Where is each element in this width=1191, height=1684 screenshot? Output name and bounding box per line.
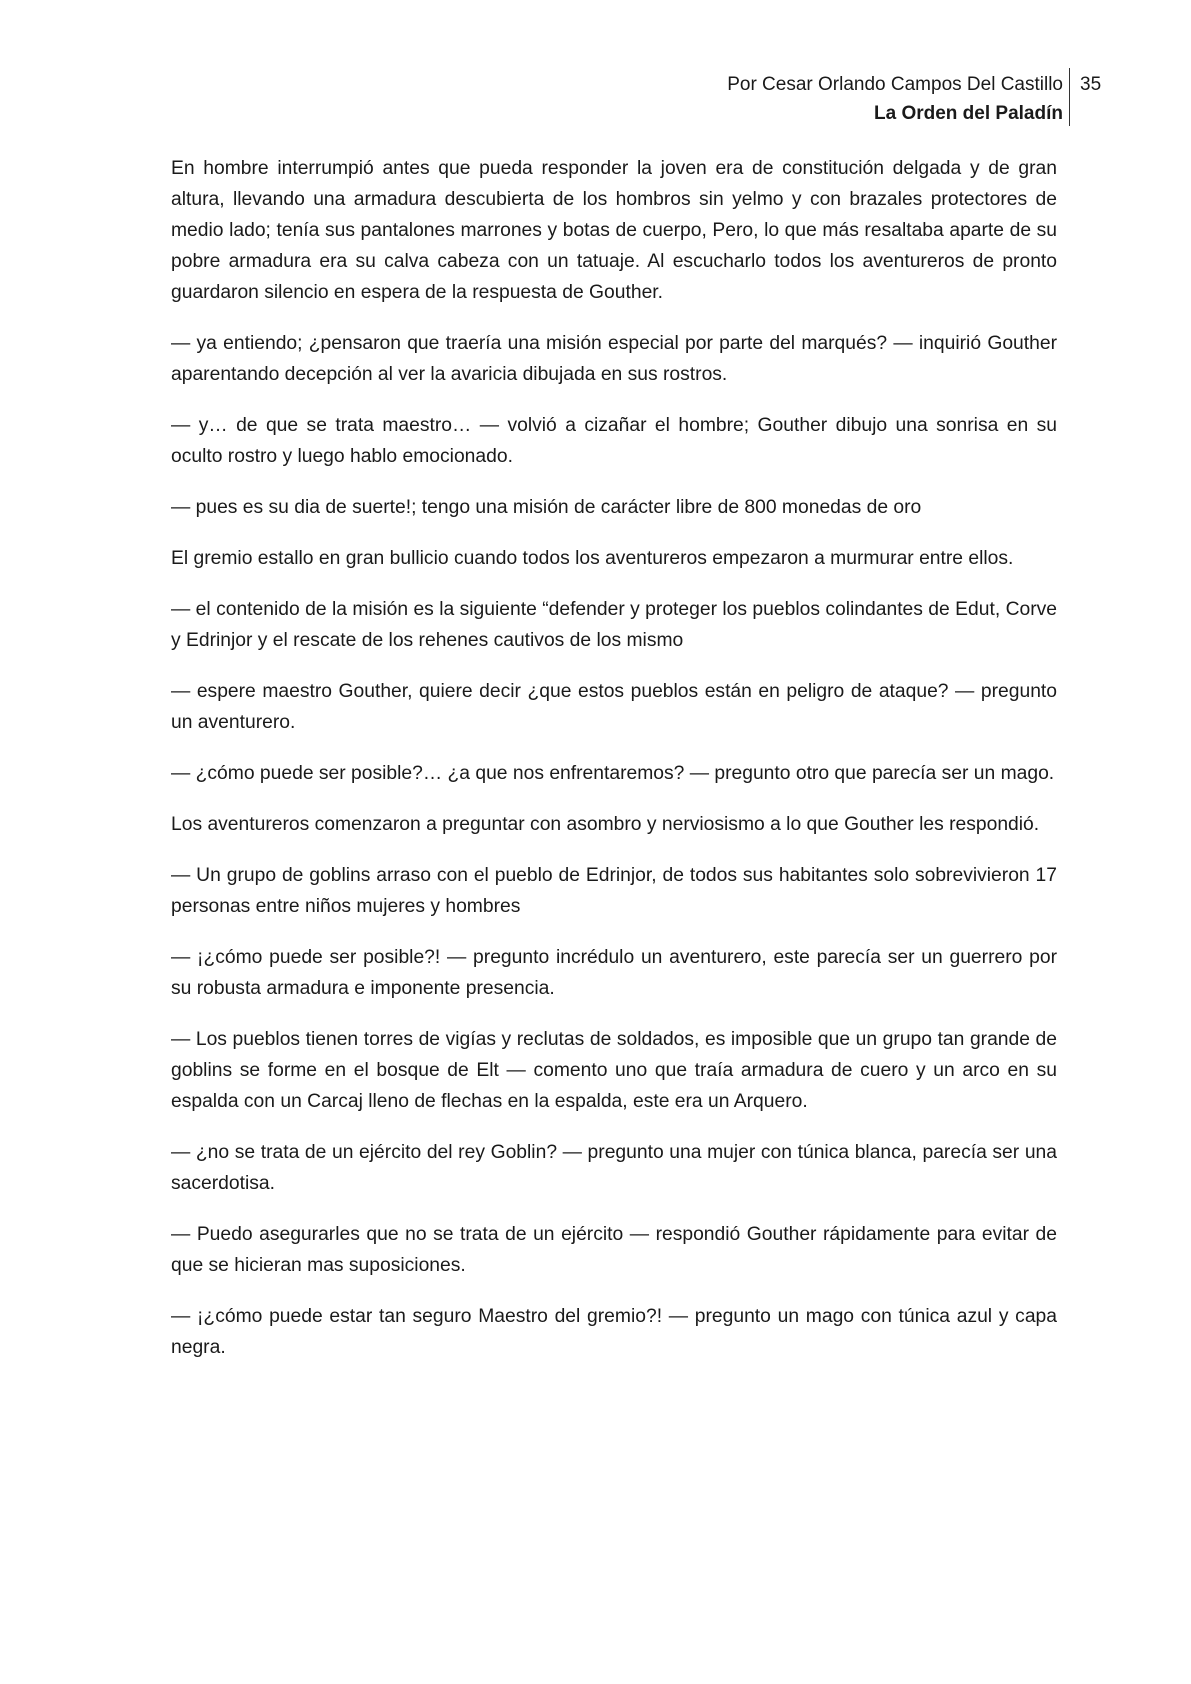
paragraph: — Los pueblos tienen torres de vigías y reclutas de soldados, es imposible que un grupo tan grande de goblins se forme en el bosque de Elt — comento uno que traía armadura de cuero y un arco en su espalda con un Carcaj lleno de flechas en la espalda, este era un Arquero.: [171, 1029, 1057, 1112]
paragraph: Los aventureros comenzaron a preguntar con asombro y nerviosismo a lo que Gouther les respondió.: [171, 814, 1040, 835]
paragraph: — ¿cómo puede ser posible?… ¿a que nos enfrentaremos? — pregunto otro que parecía ser un mago.: [171, 763, 1055, 784]
paragraph: — pues es su dia de suerte!; tengo una misión de carácter libre de 800 monedas de oro: [171, 497, 922, 518]
paragraph: — Un grupo de goblins arraso con el pueblo de Edrinjor, de todos sus habitantes solo sobrevivieron 17 personas entre niños mujeres y hombres: [171, 865, 1057, 917]
page-number: 35: [1080, 74, 1102, 95]
paragraph: — espere maestro Gouther, quiere decir ¿que estos pueblos están en peligro de ataque? — pregunto un aventurero.: [171, 681, 1057, 733]
paragraph: En hombre interrumpió antes que pueda responder la joven era de constitución delgada y de gran altura, llevando una armadura descubierta de los hombros sin yelmo y con brazales protectores de medio lado; tenía sus pantalones marrones y botas de cuerpo, Pero, lo que más resaltaba aparte de su pobre armadura era su calva cabeza con un tatuaje. Al escucharlo todos los aventureros de pronto guardaron silencio en espera de la respuesta de Gouther.: [171, 158, 1057, 303]
paragraph: — ¿no se trata de un ejército del rey Goblin? — pregunto una mujer con túnica blanca, parecía ser una sacerdotisa.: [171, 1142, 1057, 1194]
paragraph: — el contenido de la misión es la siguiente “defender y proteger los pueblos colindantes de Edut, Corve y Edrinjor y el rescate de los rehenes cautivos de los mismo: [171, 599, 1057, 651]
header-divider: [1069, 68, 1070, 126]
paragraph: — ¡¿cómo puede estar tan seguro Maestro del gremio?! — pregunto un mago con túnica azul y capa negra.: [171, 1306, 1057, 1358]
paragraph: — y… de que se trata maestro… — volvió a cizañar el hombre; Gouther dibujo una sonrisa en su oculto rostro y luego hablo emocionado.: [171, 415, 1057, 467]
paragraph: — ¡¿cómo puede ser posible?! — pregunto incrédulo un aventurero, este parecía ser un guerrero por su robusta armadura e imponente presencia.: [171, 947, 1057, 999]
paragraph: — Puedo asegurarles que no se trata de un ejército — respondió Gouther rápidamente para evitar de que se hicieran mas suposiciones.: [171, 1224, 1057, 1276]
page-header: [600, 70, 1063, 128]
paragraph: El gremio estallo en gran bullicio cuando todos los aventureros empezaron a murmurar entre ellos.: [171, 548, 1014, 569]
body-text: [171, 153, 1057, 1383]
header-book-title: La Orden del Paladín: [874, 103, 1063, 124]
header-author: Por Cesar Orlando Campos Del Castillo: [727, 74, 1063, 95]
paragraph: — ya entiendo; ¿pensaron que traería una misión especial por parte del marqués? — inquirió Gouther aparentando decepción al ver la avaricia dibujada en sus rostros.: [171, 333, 1057, 385]
